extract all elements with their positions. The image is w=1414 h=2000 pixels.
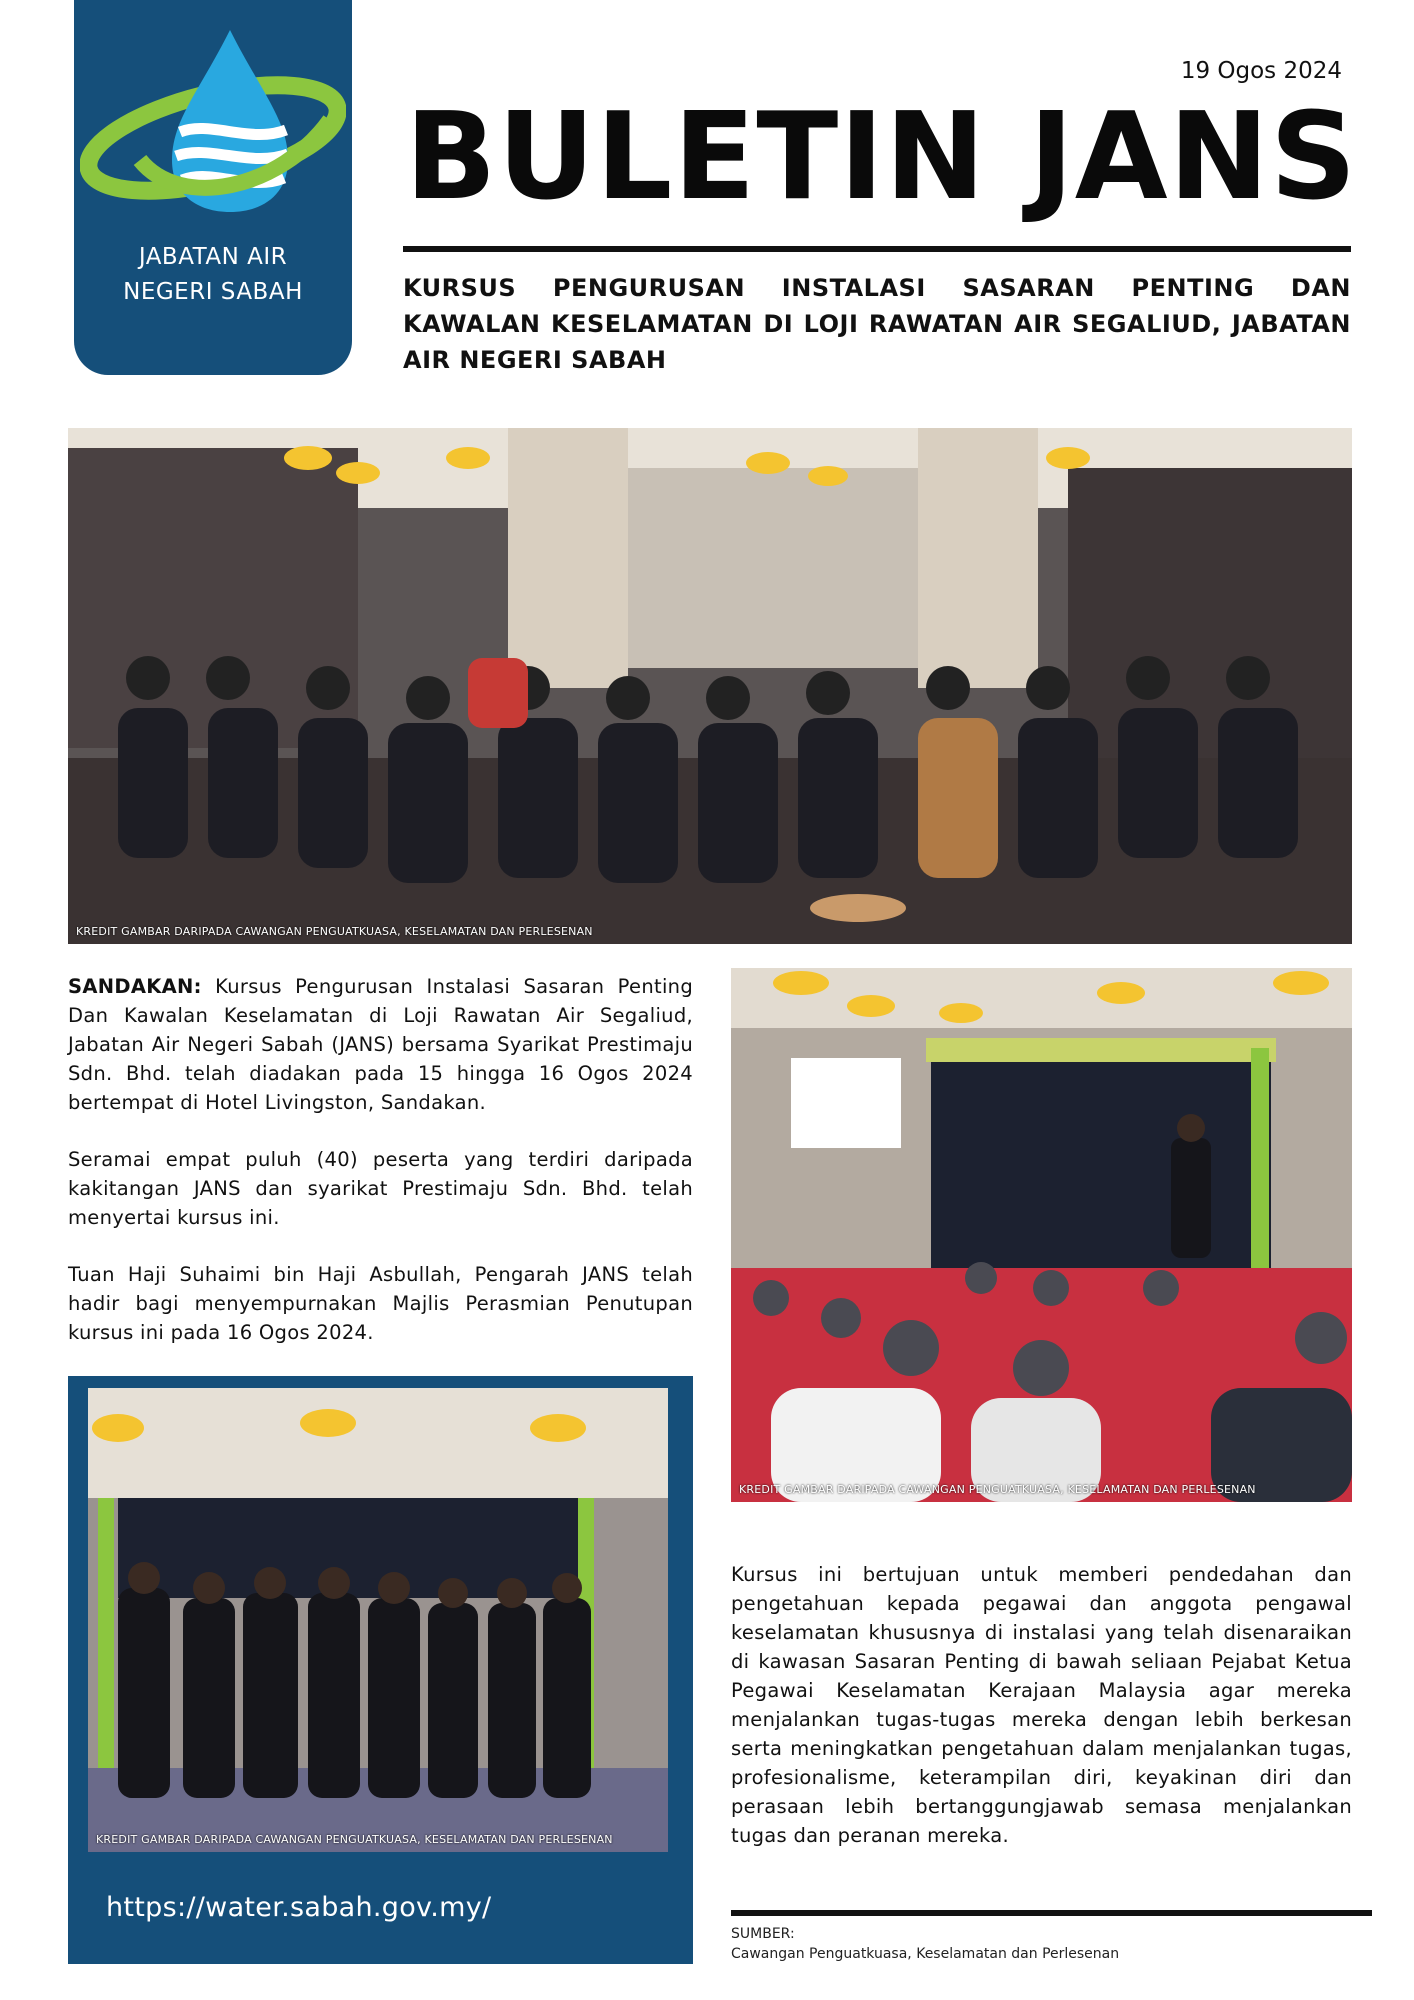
- website-link[interactable]: https://water.sabah.gov.my/: [106, 1892, 492, 1923]
- paragraph-1-text: Kursus Pengurusan Instalasi Sasaran Penting Dan Kawalan Keselamatan di Loji Rawatan Air Segaliud, Jabatan Air Negeri Sabah (JANS) bersama Syarikat Prestimaju Sdn. Bhd. telah diadakan pada 15 hingga 16 Ogos 2024 bertempat di Hotel Livingston, Sandakan.: [68, 975, 693, 1114]
- source-divider: [731, 1910, 1372, 1916]
- main-photo-credit: KREDIT GAMBAR DARIPADA CAWANGAN PENGUATKUASA, KESELAMATAN DAN PERLESENAN: [76, 925, 593, 938]
- article-paragraph-1: [68, 972, 693, 1117]
- article-paragraph-2: Seramai empat puluh (40) peserta yang terdiri daripada kakitangan JANS dan syarikat Prestimaju Sdn. Bhd. telah menyertai kursus ini.: [68, 1148, 693, 1229]
- main-group-photo: [68, 428, 1352, 944]
- logo-block: [74, 0, 352, 375]
- team-group-photo: [88, 1388, 668, 1852]
- article-left-column: [68, 972, 693, 1375]
- article-headline: KURSUS PENGURUSAN INSTALASI SASARAN PENTING DAN KAWALAN KESELAMATAN DI LOJI RAWATAN AIR SEGALIUD, JABATAN AIR NEGERI SABAH: [403, 274, 1351, 374]
- left-photo-credit: KREDIT GAMBAR DARIPADA CAWANGAN PENGUATKUASA, KESELAMATAN DAN PERLESENAN: [96, 1833, 613, 1846]
- course-session-photo: [731, 968, 1352, 1502]
- article-paragraph-3: Tuan Haji Suhaimi bin Haji Asbullah, Pengarah JANS telah hadir bagi menyempurnakan Majlis Perasmian Penutupan kursus ini pada 16 Ogos 2024.: [68, 1263, 693, 1344]
- article-dateline: SANDAKAN:: [68, 975, 202, 998]
- source-value: Cawangan Penguatkuasa, Keselamatan dan Perlesenan: [731, 1946, 1120, 1962]
- bulletin-date: 19 Ogos 2024: [1180, 58, 1342, 84]
- department-name: JABATAN AIR NEGERI SABAH: [123, 244, 303, 305]
- bulletin-title: BULETIN JANS: [405, 88, 1358, 227]
- right-photo-credit: KREDIT GAMBAR DARIPADA CAWANGAN PENGUATKUASA, KESELAMATAN DAN PERLESENAN: [739, 1483, 1256, 1496]
- group-photo-frame: [68, 1376, 693, 1964]
- title-divider: [403, 246, 1351, 252]
- source-label: SUMBER:: [731, 1926, 795, 1942]
- article-right-column: [731, 1560, 1352, 1850]
- water-drop-orbit-logo-icon: [80, 20, 346, 220]
- article-paragraph-4: Kursus ini bertujuan untuk memberi pendedahan dan pengetahuan kepada pegawai dan anggota pengawal keselamatan khususnya di instalasi yang telah disenaraikan di kawasan Sasaran Penting di bawah seliaan Pejabat Ketua Pegawai Keselamatan Kerajaan Malaysia agar mereka menjalankan tugas-tugas mereka dengan lebih berkesan serta meningkatkan pengetahuan dalam menjalankan tugas, profesionalisme, keterampilan diri, keyakinan diri dan perasaan lebih bertanggungjawab semasa menjalankan tugas dan peranan mereka.: [731, 1563, 1352, 1847]
